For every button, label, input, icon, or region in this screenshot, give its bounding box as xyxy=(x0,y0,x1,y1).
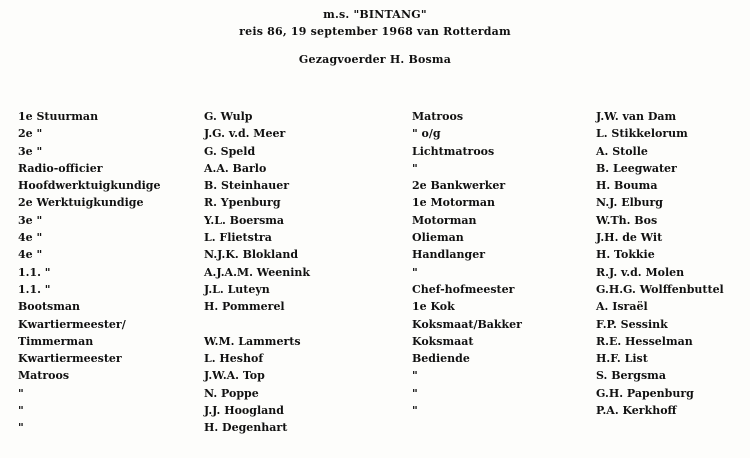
crew-name-cell: H.F. List xyxy=(596,352,648,366)
rank-cell: Matroos xyxy=(18,369,70,383)
crew-name-cell: P.A. Kerkhoff xyxy=(596,404,677,418)
crew-name-cell: S. Bergsma xyxy=(596,369,666,383)
crew-name-cell: Y.L. Boersma xyxy=(204,213,285,227)
crew-name-cell: H. Degenhart xyxy=(204,421,288,435)
crew-name-cell: G.H.G. Wolffenbuttel xyxy=(596,282,724,296)
crew-name-cell: L. Heshof xyxy=(204,352,264,366)
rank-cell: 2e Werktuigkundige xyxy=(18,196,144,210)
name-column-left xyxy=(204,108,310,437)
rank-cell: 1.1. " xyxy=(18,282,51,296)
crew-name-cell: J.W. van Dam xyxy=(596,110,677,123)
rank-cell: Olieman xyxy=(412,231,464,245)
crew-name-cell: F.P. Sessink xyxy=(596,317,668,331)
rank-cell: " xyxy=(412,404,418,418)
rank-cell: 3e " xyxy=(18,144,43,158)
rank-cell: Bediende xyxy=(412,352,470,366)
rank-cell: 1e Stuurman xyxy=(18,110,99,123)
rank-cell: Koksmaat/Bakker xyxy=(412,317,522,331)
rank-cell: " xyxy=(412,386,418,400)
rank-cell: Bootsman xyxy=(18,300,81,314)
rank-cell: 3e " xyxy=(18,213,43,227)
rank-cell: " xyxy=(18,421,24,435)
rank-cell: Kwartiermeester xyxy=(18,352,122,366)
rank-cell: Chef-hofmeester xyxy=(412,282,515,296)
crew-name-cell: G.H. Papenburg xyxy=(596,386,694,400)
rank-cell: " xyxy=(412,265,418,279)
crew-name-cell: H. Bouma xyxy=(596,179,658,193)
crew-name-cell: R.J. v.d. Molen xyxy=(596,265,685,279)
rank-cell: 1e Kok xyxy=(412,300,455,314)
crew-name-cell: B. Leegwater xyxy=(596,161,677,175)
rank-cell: Koksmaat xyxy=(412,334,474,348)
crew-name-cell: J.H. de Wit xyxy=(596,231,663,245)
name-column-right xyxy=(596,108,724,419)
crew-name-cell: G. Speld xyxy=(204,144,256,158)
rank-cell: Lichtmatroos xyxy=(412,144,495,158)
crew-name-cell: R.E. Hesselman xyxy=(596,334,693,348)
rank-cell: 4e " xyxy=(18,248,43,262)
rank-cell: Kwartiermeester/ xyxy=(18,317,126,331)
rank-column-right xyxy=(412,108,522,419)
crew-name-cell: J.L. Luteyn xyxy=(204,282,270,296)
crew-name-cell: A.A. Barlo xyxy=(204,161,267,175)
crew-name-cell: B. Steinhauer xyxy=(204,179,290,193)
rank-cell: Motorman xyxy=(412,213,477,227)
crew-name-cell: N.J. Elburg xyxy=(596,196,663,210)
rank-cell: Hoofdwerktuigkundige xyxy=(18,179,161,193)
rank-cell: " xyxy=(18,404,24,418)
rank-cell: " xyxy=(18,386,24,400)
rank-cell: Radio-officier xyxy=(18,161,103,175)
ship-name: m.s. "BINTANG" xyxy=(323,8,427,21)
voyage-line: reis 86, 19 september 1968 van Rotterdam xyxy=(239,25,511,38)
rank-cell: 2e " xyxy=(18,127,43,141)
rank-cell: 2e Bankwerker xyxy=(412,179,506,193)
rank-cell: Matroos xyxy=(412,110,464,123)
crew-name-cell: J.J. Hoogland xyxy=(204,404,284,418)
crew-name-cell: A.J.A.M. Weenink xyxy=(204,265,310,279)
crew-name-cell: L. Stikkelorum xyxy=(596,127,688,141)
rank-cell: 4e " xyxy=(18,231,43,245)
crew-name-cell: A. Israël xyxy=(596,300,648,314)
rank-column-left xyxy=(18,108,161,437)
rank-cell: " o/g xyxy=(412,127,441,141)
rank-cell: " xyxy=(412,161,418,175)
rank-cell: Handlanger xyxy=(412,248,485,262)
crew-name-cell: H. Tokkie xyxy=(596,248,655,262)
rank-cell: " xyxy=(412,369,418,383)
captain-line: Gezagvoerder H. Bosma xyxy=(298,53,452,66)
crew-name-cell: R. Ypenburg xyxy=(204,196,281,210)
crew-name-cell: L. Flietstra xyxy=(204,231,272,245)
crew-name-cell: J.W.A. Top xyxy=(204,369,265,383)
rank-cell: Timmerman xyxy=(18,334,94,348)
crew-name-cell: N.J.K. Blokland xyxy=(204,248,299,262)
rank-cell: 1.1. " xyxy=(18,265,51,279)
crew-name-cell xyxy=(204,316,310,333)
crew-name-cell: H. Pommerel xyxy=(204,300,285,314)
crew-name-cell: J.G. v.d. Meer xyxy=(204,127,286,141)
crew-name-cell: W.Th. Bos xyxy=(596,213,658,227)
crew-name-cell: W.M. Lammerts xyxy=(204,334,301,348)
crew-name-cell: A. Stolle xyxy=(596,144,648,158)
crew-name-cell: N. Poppe xyxy=(204,386,259,400)
crew-name-cell: G. Wulp xyxy=(204,110,253,123)
rank-cell: 1e Motorman xyxy=(412,196,495,210)
